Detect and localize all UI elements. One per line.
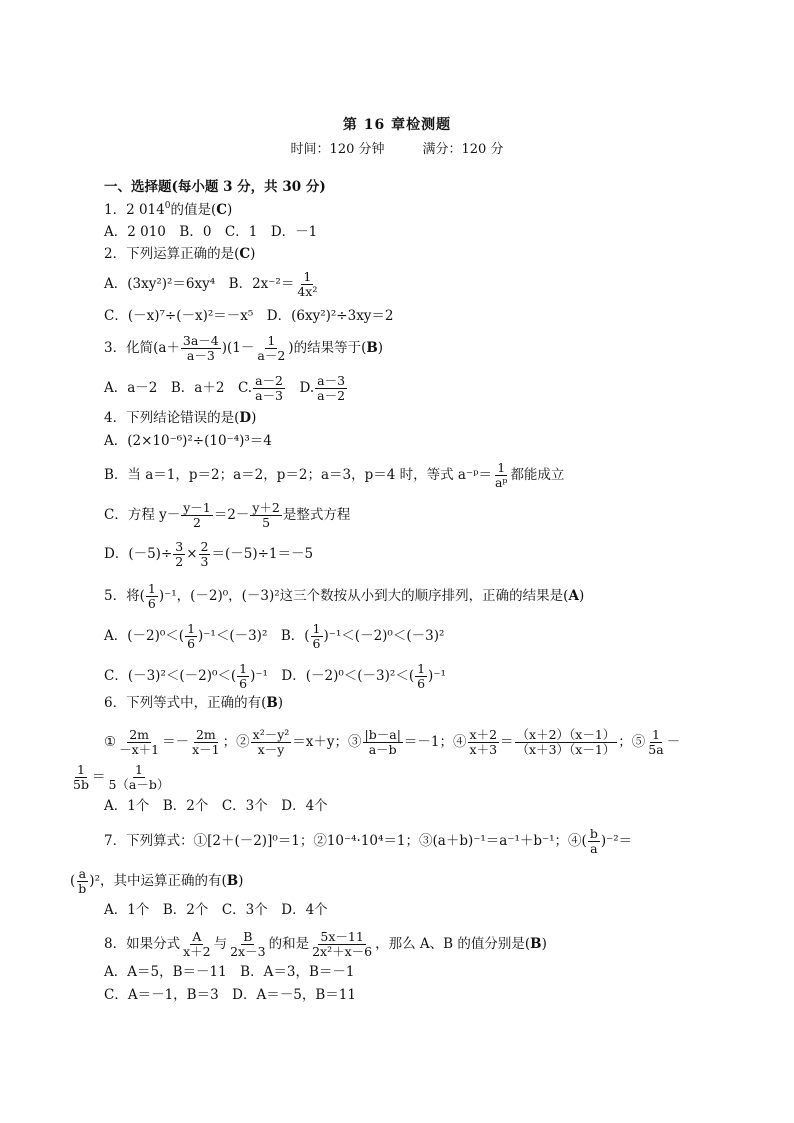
answer-3: B (366, 340, 378, 356)
answer-2: C (239, 246, 251, 262)
options-8-cd: C．A＝－1，B＝3 D．A＝－5，B＝11 (104, 987, 356, 1003)
answer-7: B (226, 873, 239, 889)
answer-6: B (266, 695, 278, 711)
equations-6: ① $\frac{2m}{-x+1}$ ＝－ $\frac{2m}{x-1}$ ；② $\frac{\text{x²－y²}}{x-y}$ ＝x＋y；③ $\frac{|b-a|}{a-b}$ ＝－1；④ $\frac{x+2}{x+3}$ ＝ $\frac{(x+2)(x-1)}{(x+3)(x-1)}$ ；⑤ $\frac{1}{5a}$ － (104, 727, 681, 757)
question-2: 2．下列运算正确的是(C) (104, 246, 256, 262)
answer-1: C (216, 202, 228, 218)
options-1: A．2 010 B．0 C．1 D．－1 (104, 224, 318, 240)
option-4a: A．(2×10⁻⁶)²÷(10⁻⁴)³＝4 (104, 433, 272, 449)
options-2-cd: C．(－x)⁷÷(－x)²＝－x⁵ D．(6xy²)²÷3xy＝2 (104, 308, 394, 324)
question-8: 8．如果分式 $\frac{A}{x+2}$ 与 $\frac{B}{2x-3}$ 的和是 $\frac{5x-11}{\text{2x²＋x－6}}$ ，那么 A、B 的值分别是(B) (104, 929, 547, 959)
options-3: A．a－2 B．a＋2 C. $\frac{a-2}{a-3}$ D. $\frac{a-3}{a-2}$ (104, 373, 346, 403)
question-5: 5．将( $\frac{1}{6}$ )⁻¹，(－2)⁰，(－3)²这三个数按从小到大的顺序排列，正确的结果是(A) (104, 581, 585, 611)
answer-5: A (568, 588, 579, 604)
question-6: 6．下列等式中，正确的有(B) (104, 695, 284, 711)
equations-6-cont: $\frac{1}{5b}$ ＝ $\frac{1}{5(a-b)}$ (73, 762, 170, 792)
options-7: A．1个 B．2个 C．3个 D．4个 (104, 902, 328, 918)
page-title: 第 16 章检测题 (342, 117, 452, 133)
answer-4: D (239, 410, 252, 426)
options-6: A．1个 B．2个 C．3个 D．4个 (104, 798, 328, 814)
options-5-ab: A．(－2)⁰＜( $\frac{1}{6}$ )⁻¹＜(－3)² B．( $\frac{1}{6}$ )⁻¹＜(－2)⁰＜(－3)² (104, 621, 445, 651)
question-7-cont: ( $\frac{a}{b}$ )²，其中运算正确的有(B) (70, 866, 244, 896)
question-4: 4．下列结论错误的是(D) (104, 410, 257, 426)
option-4d: D．(－5)÷ $\frac{3}{2}$ × $\frac{2}{3}$ ＝(－5)÷1＝－5 (104, 539, 314, 569)
options-2-ab: A．(3xy²)²＝6xy⁴ B．2x⁻²＝ $\frac{1}{\text{4x²}}$ (104, 269, 318, 299)
option-4c: C．方程 y－ $\frac{y-1}{2}$ ＝2－ $\frac{y+2}{5}$ 是整式方程 (104, 500, 351, 530)
exam-score: 满分：120 分 (422, 142, 504, 157)
options-5-cd: C．(－3)²＜(－2)⁰＜( $\frac{1}{6}$ )⁻¹ D．(－2)⁰＜(－3)²＜( $\frac{1}{6}$ )⁻¹ (104, 661, 446, 691)
section-heading: 一、选择题(每小题 3 分，共 30 分) (104, 179, 326, 195)
exam-info (0, 138, 794, 157)
answer-8: B (530, 936, 542, 952)
exam-time: 时间：120 分钟 (290, 142, 385, 157)
question-7: 7．下列算式：①[2＋(－2)]⁰＝1；②10⁻⁴·10⁴＝1；③(a＋b)⁻¹＝a⁻¹＋b⁻¹；④( $\frac{b}{a}$ )⁻²＝ (104, 826, 633, 856)
question-1: 1．2 $014^0$的值是(C) (104, 201, 233, 218)
options-8-ab: A．A＝5，B＝－11 B．A＝3，B＝－1 (104, 964, 355, 980)
question-3: 3．化简(a＋ $\frac{3a-4}{a-3}$ )(1－ $\frac{1}{a-2}$ )的结果等于(B) (104, 333, 384, 363)
option-4b: B．当 a＝1，p＝2；a＝2，p＝2；a＝3，p＝4 时，等式 a⁻ᵖ＝ $\frac{1}{\text{aᵖ}}$ 都能成立 (104, 460, 565, 490)
